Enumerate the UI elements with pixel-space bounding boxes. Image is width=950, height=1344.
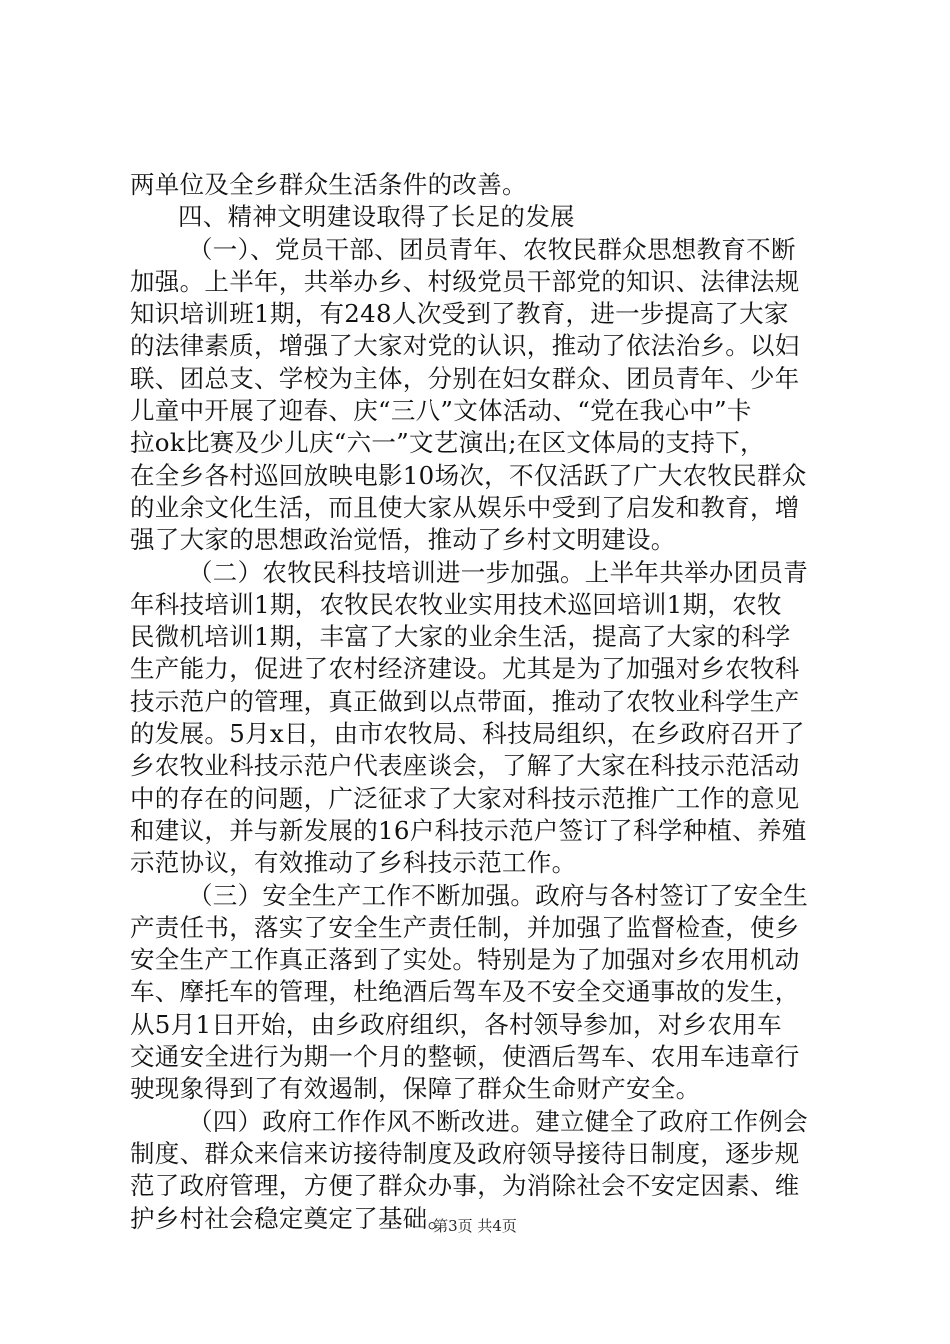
text-line: 儿童中开展了迎春、庆“三八”文体活动、“党在我心中”卡	[130, 396, 752, 426]
page-footer: 第3页 共4页	[433, 1217, 517, 1235]
text-line: 产责任书，落实了安全生产责任制，并加强了监督检查，使乡	[130, 912, 800, 942]
text-line: 在全乡各村巡回放映电影10场次，不仅活跃了广大农牧民群众	[130, 460, 807, 490]
text-line: 生产能力，促进了农村经济建设。尤其是为了加强对乡农牧科	[130, 654, 800, 684]
text-line: 知识培训班1期，有248人次受到了教育，进一步提高了大家	[130, 299, 789, 329]
text-line: 从5月1日开始，由乡政府组织，各村领导参加，对乡农用车	[130, 1009, 782, 1039]
text-line: 护乡村社会稳定奠定了基础。	[130, 1203, 453, 1233]
text-line: 年科技培训1期，农牧民农牧业实用技术巡回培训1期，农牧	[130, 589, 782, 619]
text-line: 范了政府管理，方便了群众办事，为消除社会不安定因素、维	[130, 1171, 800, 1201]
text-line: 交通安全进行为期一个月的整顿，使酒后驾车、农用车违章行	[130, 1042, 800, 1072]
text-line: 拉ok比赛及少儿庆“六一”文艺演出;在区文体局的支持下，	[130, 428, 765, 458]
text-line: 车、摩托车的管理，杜绝酒后驾车及不安全交通事故的发生，	[130, 977, 800, 1007]
text-line: 联、团总支、学校为主体，分别在妇女群众、团员青年、少年	[130, 363, 800, 393]
text-line: 两单位及全乡群众生活条件的改善。	[130, 170, 527, 199]
text-line: 的法律素质，增强了大家对党的认识，推动了依法治乡。以妇	[130, 331, 800, 361]
document-body	[130, 169, 830, 1235]
paragraph-start: （四）政府工作作风不断改进。建立健全了政府工作例会	[188, 1106, 808, 1136]
text-line: 的发展。5月x日，由市农牧局、科技局组织，在乡政府召开了	[130, 719, 805, 749]
section-heading: 四、精神文明建设取得了长足的发展	[178, 202, 575, 232]
text-line: 制度、群众来信来访接待制度及政府领导接待日制度，逐步规	[130, 1138, 800, 1168]
paragraph-start: （一）、党员干部、团员青年、农牧民群众思想教育不断	[188, 234, 796, 264]
text-line: 驶现象得到了有效遏制，保障了群众生命财产安全。	[130, 1074, 701, 1104]
paragraph-start: （三）安全生产工作不断加强。政府与各村签订了安全生	[188, 880, 808, 910]
text-line: 示范协议，有效推动了乡科技示范工作。	[130, 848, 577, 878]
text-line: 技示范户的管理，真正做到以点带面，推动了农牧业科学生产	[130, 686, 800, 716]
text-line: 中的存在的问题，广泛征求了大家对科技示范推广工作的意见	[130, 783, 800, 813]
paragraph-start: （二）农牧民科技培训进一步加强。上半年共举办团员青	[188, 557, 808, 587]
text-line: 的业余文化生活，而且使大家从娱乐中受到了启发和教育，增	[130, 492, 800, 522]
text-line: 乡农牧业科技示范户代表座谈会，了解了大家在科技示范活动	[130, 751, 800, 781]
text-line: 加强。上半年，共举办乡、村级党员干部党的知识、法律法规	[130, 266, 800, 296]
text-line: 强了大家的思想政治觉悟，推动了乡村文明建设。	[130, 525, 676, 555]
text-line: 民微机培训1期，丰富了大家的业余生活，提高了大家的科学	[130, 622, 791, 652]
text-line: 和建议，并与新发展的16户科技示范户签订了科学种植、养殖	[130, 815, 807, 845]
text-line: 安全生产工作真正落到了实处。特别是为了加强对乡农用机动	[130, 945, 800, 975]
